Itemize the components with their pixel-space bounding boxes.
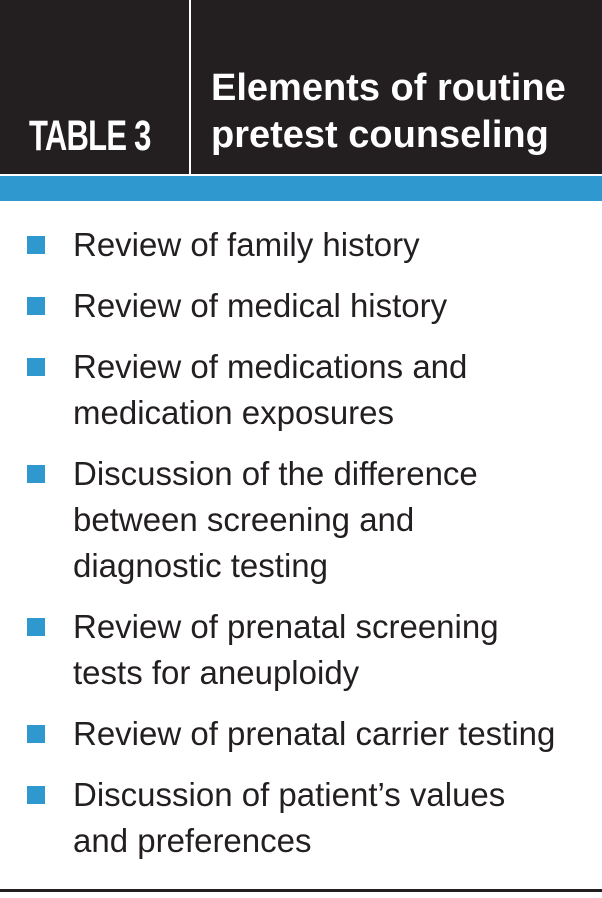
square-bullet-icon xyxy=(27,358,45,376)
table-title-line-2: pretest counseling xyxy=(211,114,549,156)
list-item xyxy=(0,344,602,436)
list-item-text: medication exposures xyxy=(73,394,395,431)
counseling-elements-list xyxy=(0,222,602,879)
list-item-text: Review of medical history xyxy=(73,287,448,324)
bottom-rule xyxy=(0,889,602,892)
list-item-text: and preferences xyxy=(73,822,312,859)
square-bullet-icon xyxy=(27,297,45,315)
square-bullet-icon xyxy=(27,465,45,483)
square-bullet-icon xyxy=(27,618,45,636)
list-item xyxy=(0,772,602,864)
table-header xyxy=(0,0,602,174)
table-number-label: TABLE 3 xyxy=(29,112,151,160)
list-item-text: diagnostic testing xyxy=(73,547,328,584)
list-item-text: tests for aneuploidy xyxy=(73,654,360,691)
list-item xyxy=(0,604,602,696)
header-divider xyxy=(189,0,191,174)
list-item-text: Review of family history xyxy=(73,226,420,263)
square-bullet-icon xyxy=(27,725,45,743)
list-item-text: Review of prenatal screening xyxy=(73,608,499,645)
list-item xyxy=(0,222,602,268)
accent-bar xyxy=(0,176,602,201)
square-bullet-icon xyxy=(27,236,45,254)
list-item-text: Discussion of the difference xyxy=(73,455,478,492)
table-title xyxy=(211,65,595,159)
list-item xyxy=(0,451,602,589)
table-title-line-1: Elements of routine xyxy=(211,67,566,109)
list-item-text: Review of medications and xyxy=(73,348,468,385)
list-item-text: between screening and xyxy=(73,501,415,538)
list-item xyxy=(0,711,602,757)
square-bullet-icon xyxy=(27,786,45,804)
list-item-text: Review of prenatal carrier testing xyxy=(73,715,556,752)
list-item-text: Discussion of patient’s values xyxy=(73,776,506,813)
list-item xyxy=(0,283,602,329)
